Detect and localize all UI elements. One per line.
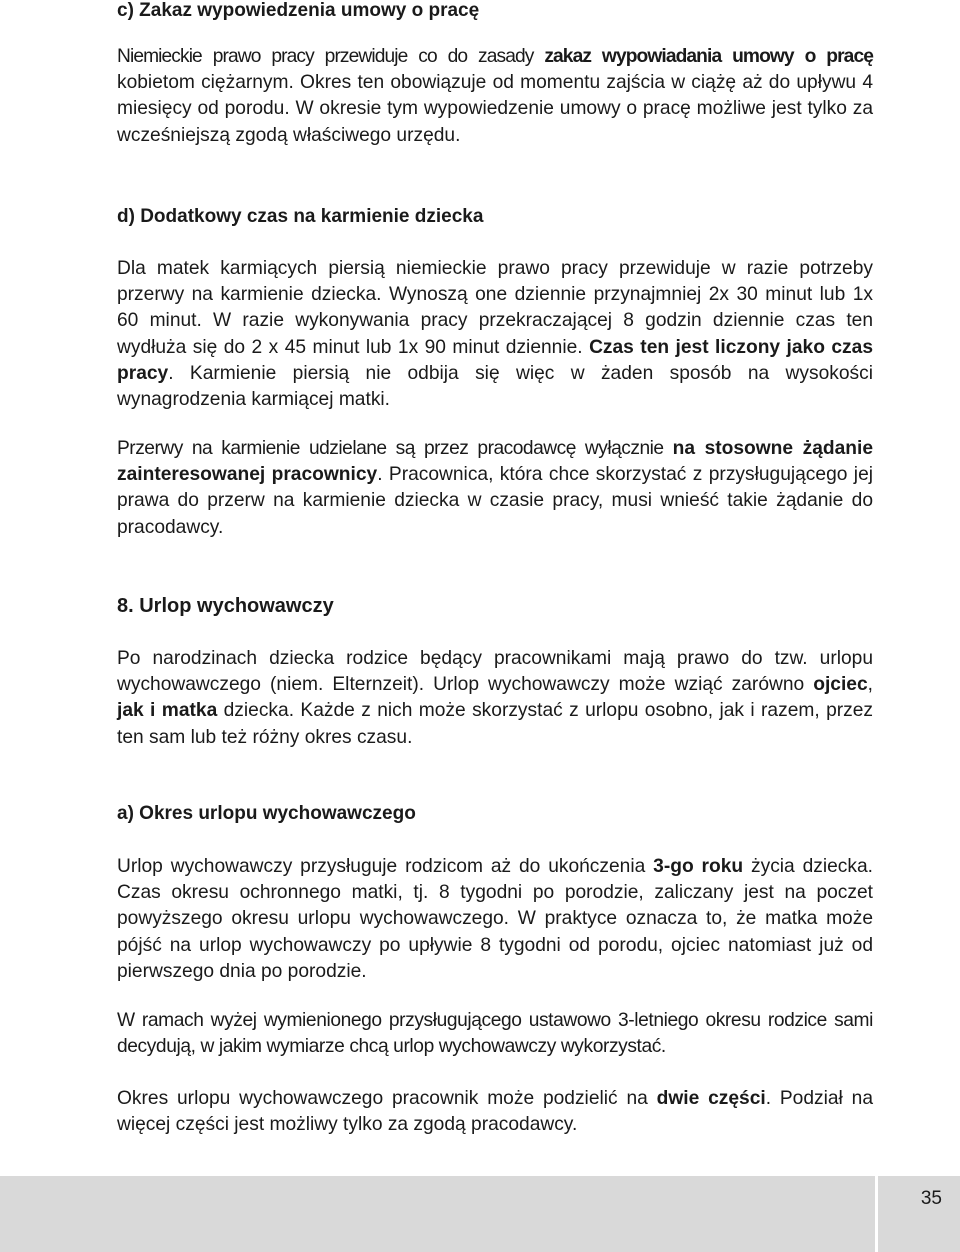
- section-a-paragraph-2: W ramach wyżej wymienionego przysługującego ustawowo 3-letniego okresu rodzice sami decydują, w jakim wymiarze chcą urlop wychowawczy wykorzystać.: [117, 1010, 873, 1058]
- page-footer: [0, 1176, 960, 1252]
- section-a-paragraph-3: Okres urlopu wychowawczego pracownik może podzielić na dwie części. Podział na więcej części jest możliwy tylko za zgodą pracodawcy.: [117, 1088, 873, 1136]
- section-d-paragraph-2: Przerwy na karmienie udzielane są przez pracodawcę wyłącznie na stosowne żądanie zainteresowanej pracownicy. Pracownica, która chce skorzystać z przysługującego jej prawa do przerw na karmienie dziecka w czasie pracy, musi wnieść takie żądanie do pracodawcy.: [117, 438, 874, 538]
- page-number: 35: [920, 1188, 942, 1209]
- page-number-box: [875, 1176, 960, 1252]
- section-8-paragraph-1: Po narodzinach dziecka rodzice będący pracownikami mają prawo do tzw. urlopu wychowawczego (niem. Elternzeit). Urlop wychowawczy może wziąć zarówno ojciec, jak i matka dziecka. Każde z nich może skorzystać z urlopu osobno, jak i razem, przez ten sam lub też różny okres czasu.: [117, 648, 873, 748]
- section-8-heading: 8. Urlop wychowawczy: [117, 595, 334, 617]
- section-a-paragraph-1: Urlop wychowawczy przysługuje rodzicom aż do ukończenia 3-go roku życia dziecka. Czas okresu ochronnego matki, tj. 8 tygodni po porodzie, zaliczany jest na poczet powyższego okresu urlopu wychowawczego. W praktyce oznacza to, że matka może pójść na urlop wychowawczy po upływie 8 tygodni od porodu, ojciec natomiast już od pierwszego dnia po porodzie.: [117, 856, 873, 982]
- section-c-heading: c) Zakaz wypowiedzenia umowy o pracę: [117, 0, 480, 21]
- section-d-heading: d) Dodatkowy czas na karmienie dziecka: [117, 206, 484, 227]
- section-a-heading: a) Okres urlopu wychowawczego: [117, 803, 416, 824]
- section-d-paragraph-1: Dla matek karmiących piersią niemieckie prawo pracy przewiduje w razie potrzeby przerwy na karmienie dziecka. Wynoszą one dziennie przynajmniej 2x 30 minut lub 1x 60 minut. W razie wykonywania pracy przekraczającej 8 godzin dziennie czas ten wydłuża się do 2 x 45 minut lub 1x 90 minut dziennie. Czas ten jest liczony jako czas pracy. Karmienie piersią nie odbija się więc w żaden sposób na wysokości wynagrodzenia karmiącej matki.: [117, 258, 873, 411]
- section-c-paragraph-1: Niemieckie prawo pracy przewiduje co do zasady zakaz wypowiadania umowy o pracę kobietom ciężarnym. Okres ten obowiązuje od momentu zajścia w ciążę aż do upływu 4 miesięcy od porodu. W okresie tym wypowiedzenie umowy o pracę możliwe jest tylko za wcześniejszą zgodą właściwego urzędu.: [117, 46, 873, 146]
